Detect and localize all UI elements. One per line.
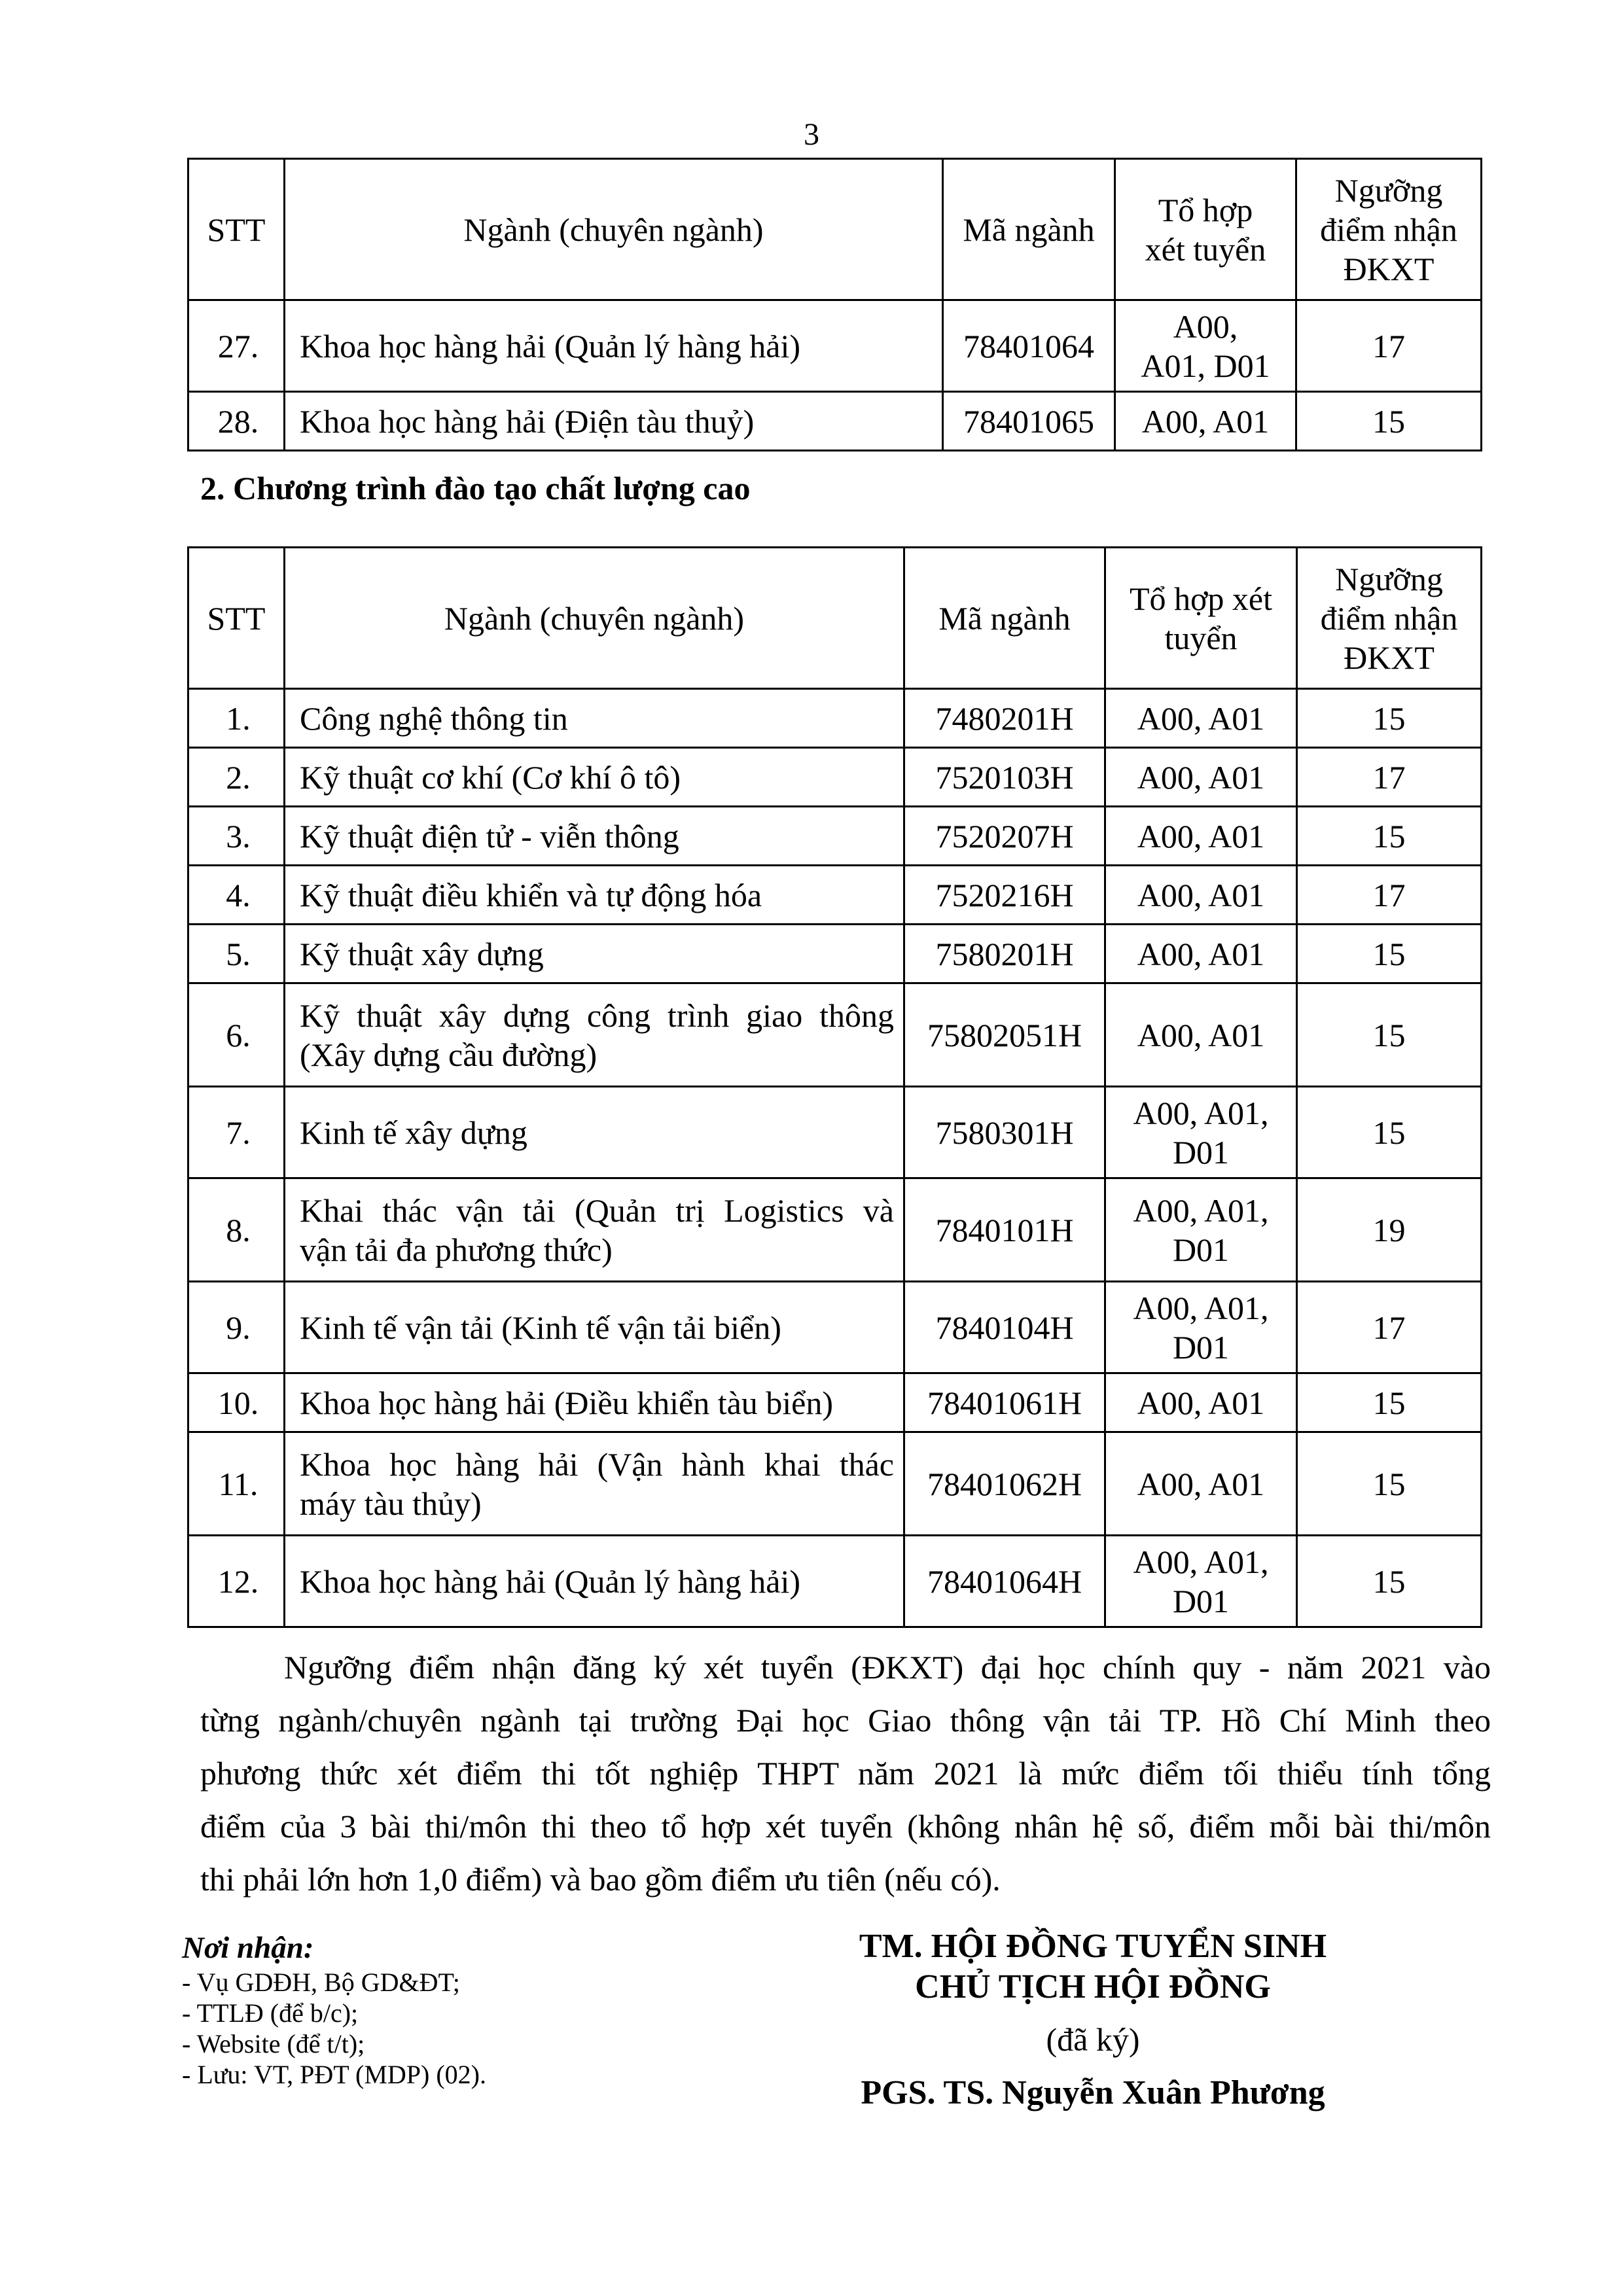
row-threshold: 15 xyxy=(1297,1373,1482,1432)
row-stt: 8. xyxy=(188,1178,285,1282)
paragraph-line: Ngưỡng điểm nhận đăng ký xét tuyển (ĐKXT) đại học chính quy - năm 2021 vào xyxy=(284,1649,1491,1686)
row-code: 7480201H xyxy=(904,689,1105,748)
table-row xyxy=(188,300,1482,392)
row-threshold: 17 xyxy=(1297,748,1482,807)
row-combination-line: D01 xyxy=(1172,1133,1230,1171)
row-stt: 9. xyxy=(188,1282,285,1373)
table-row xyxy=(188,689,1482,748)
table-row xyxy=(188,866,1482,925)
row-combination-line: A00, A01, xyxy=(1133,1543,1269,1580)
row-combination-line: A00, A01, xyxy=(1133,1192,1269,1229)
row-combination: A00, A01 xyxy=(1105,983,1297,1087)
header-combination xyxy=(1105,548,1297,689)
header-stt: STT xyxy=(188,548,285,689)
header-combination-line: Tổ hợp xét xyxy=(1129,580,1273,617)
row-major: Khoa học hàng hải (Quản lý hàng hải) xyxy=(285,300,943,392)
header-stt: STT xyxy=(188,159,285,300)
row-code: 7520207H xyxy=(904,807,1105,866)
regular-program-table-continued xyxy=(187,158,1482,451)
table-row xyxy=(188,983,1482,1087)
row-combination xyxy=(1105,1282,1297,1373)
row-code: 7580201H xyxy=(904,925,1105,983)
signer-name: PGS. TS. Nguyễn Xuân Phương xyxy=(861,2074,1325,2111)
row-stt: 12. xyxy=(188,1536,285,1627)
header-threshold xyxy=(1297,548,1482,689)
row-major: Kinh tế xây dựng xyxy=(285,1087,904,1178)
section-heading: 2. Chương trình đào tạo chất lượng cao xyxy=(200,470,751,506)
table-header-row xyxy=(188,548,1482,689)
row-combination: A00, A01 xyxy=(1115,392,1296,451)
row-code: 78401064 xyxy=(943,300,1115,392)
header-major: Ngành (chuyên ngành) xyxy=(285,159,943,300)
row-code: 78401061H xyxy=(904,1373,1105,1432)
row-threshold: 17 xyxy=(1297,866,1482,925)
row-combination xyxy=(1115,300,1296,392)
high-quality-program-table xyxy=(187,546,1482,1628)
row-stt: 10. xyxy=(188,1373,285,1432)
row-code: 7520103H xyxy=(904,748,1105,807)
table-row xyxy=(188,1373,1482,1432)
row-threshold: 15 xyxy=(1296,392,1482,451)
row-combination xyxy=(1105,1536,1297,1627)
header-threshold-line: ĐKXT xyxy=(1343,250,1435,287)
row-combination-line: A00, A01, xyxy=(1133,1289,1269,1326)
header-combination-line: Tổ hợp xyxy=(1158,191,1253,228)
row-major: Kỹ thuật cơ khí (Cơ khí ô tô) xyxy=(285,748,904,807)
table-row xyxy=(188,925,1482,983)
table-row xyxy=(188,1178,1482,1282)
recipient-item: - Website (để t/t); xyxy=(182,2029,365,2058)
row-code: 78401065 xyxy=(943,392,1115,451)
row-major: Khoa học hàng hải (Điện tàu thuỷ) xyxy=(285,392,943,451)
row-code: 75802051H xyxy=(904,983,1105,1087)
row-major-line: máy tàu thủy) xyxy=(300,1485,482,1522)
row-major xyxy=(285,1178,904,1282)
row-threshold: 15 xyxy=(1297,807,1482,866)
header-threshold-line: ĐKXT xyxy=(1344,639,1435,676)
row-threshold: 15 xyxy=(1297,689,1482,748)
table-row xyxy=(188,1432,1482,1536)
paragraph-line: từng ngành/chuyên ngành tại trường Đại học Giao thông vận tải TP. Hồ Chí Minh theo xyxy=(200,1702,1491,1739)
row-combination: A00, A01 xyxy=(1105,925,1297,983)
row-combination: A00, A01 xyxy=(1105,1373,1297,1432)
header-combination-line: xét tuyển xyxy=(1145,230,1266,268)
recipient-item: - Vụ GDĐH, Bộ GD&ĐT; xyxy=(182,1968,460,1997)
table-row xyxy=(188,1282,1482,1373)
row-threshold: 19 xyxy=(1297,1178,1482,1282)
signature-position-line: CHỦ TỊCH HỘI ĐỒNG xyxy=(915,1968,1271,2005)
table-row xyxy=(188,807,1482,866)
row-major: Kỹ thuật điều khiển và tự động hóa xyxy=(285,866,904,925)
recipient-item: - Lưu: VT, PĐT (MDP) (02). xyxy=(182,2060,486,2089)
row-stt: 1. xyxy=(188,689,285,748)
header-code: Mã ngành xyxy=(904,548,1105,689)
row-code: 7520216H xyxy=(904,866,1105,925)
row-major-line: vận tải đa phương thức) xyxy=(300,1231,613,1268)
row-threshold: 15 xyxy=(1297,1087,1482,1178)
row-code: 78401062H xyxy=(904,1432,1105,1536)
recipients-list xyxy=(182,1967,486,2090)
explanatory-paragraph xyxy=(200,1641,1491,1906)
row-major-line: Kỹ thuật xây dựng công trình giao thông xyxy=(300,997,894,1034)
row-combination: A00, A01 xyxy=(1105,866,1297,925)
row-stt: 3. xyxy=(188,807,285,866)
paragraph-line: phương thức xét điểm thi tốt nghiệp THPT năm 2021 là mức điểm tối thiểu tính tổng xyxy=(200,1755,1491,1792)
row-code: 78401064H xyxy=(904,1536,1105,1627)
row-combination-line: D01 xyxy=(1172,1328,1230,1366)
row-combination-line: A00, xyxy=(1173,308,1238,345)
row-code: 7840101H xyxy=(904,1178,1105,1282)
header-threshold-line: Ngưỡng xyxy=(1334,171,1443,209)
row-major xyxy=(285,1432,904,1536)
row-stt: 2. xyxy=(188,748,285,807)
recipients-block xyxy=(182,1929,486,2090)
row-threshold: 15 xyxy=(1297,983,1482,1087)
table-row xyxy=(188,748,1482,807)
row-combination: A00, A01 xyxy=(1105,1432,1297,1536)
row-major-line: (Xây dựng cầu đường) xyxy=(300,1036,597,1073)
row-stt: 28. xyxy=(188,392,285,451)
row-code: 7840104H xyxy=(904,1282,1105,1373)
page-number: 3 xyxy=(804,117,819,152)
header-combination xyxy=(1115,159,1296,300)
row-major-line: Khai thác vận tải (Quản trị Logistics và xyxy=(300,1192,894,1229)
row-stt: 6. xyxy=(188,983,285,1087)
row-stt: 4. xyxy=(188,866,285,925)
header-threshold-line: điểm nhận xyxy=(1320,599,1458,637)
row-major: Khoa học hàng hải (Điều khiển tàu biển) xyxy=(285,1373,904,1432)
row-major-line: Khoa học hàng hải (Vận hành khai thác xyxy=(300,1445,894,1483)
row-major: Kỹ thuật điện tử - viễn thông xyxy=(285,807,904,866)
header-threshold-line: điểm nhận xyxy=(1320,211,1457,248)
paragraph-line: điểm của 3 bài thi/môn thi theo tổ hợp xét tuyển (không nhân hệ số, điểm mỗi bài thi/môn xyxy=(200,1808,1491,1845)
paragraph-line: thi phải lớn hơn 1,0 điểm) và bao gồm điểm ưu tiên (nếu có). xyxy=(200,1861,1001,1898)
row-stt: 11. xyxy=(188,1432,285,1536)
row-stt: 7. xyxy=(188,1087,285,1178)
signature-block xyxy=(746,1926,1440,2113)
table-row xyxy=(188,1087,1482,1178)
row-combination xyxy=(1105,1178,1297,1282)
table-header-row xyxy=(188,159,1482,300)
row-combination: A00, A01 xyxy=(1105,689,1297,748)
row-combination: A00, A01 xyxy=(1105,748,1297,807)
row-combination-line: A00, A01, xyxy=(1133,1094,1269,1131)
recipients-title: Nơi nhận: xyxy=(182,1931,314,1965)
row-combination-line: A01, D01 xyxy=(1141,347,1270,384)
row-threshold: 15 xyxy=(1297,925,1482,983)
row-threshold: 15 xyxy=(1297,1536,1482,1627)
row-major: Kỹ thuật xây dựng xyxy=(285,925,904,983)
header-threshold xyxy=(1296,159,1482,300)
row-major: Công nghệ thông tin xyxy=(285,689,904,748)
row-combination xyxy=(1105,1087,1297,1178)
row-combination-line: D01 xyxy=(1172,1582,1230,1619)
row-code: 7580301H xyxy=(904,1087,1105,1178)
header-threshold-line: Ngưỡng xyxy=(1335,560,1443,597)
row-major xyxy=(285,983,904,1087)
row-threshold: 17 xyxy=(1296,300,1482,392)
row-major: Kinh tế vận tải (Kinh tế vận tải biển) xyxy=(285,1282,904,1373)
row-major: Khoa học hàng hải (Quản lý hàng hải) xyxy=(285,1536,904,1627)
row-threshold: 17 xyxy=(1297,1282,1482,1373)
row-combination: A00, A01 xyxy=(1105,807,1297,866)
signed-note: (đã ký) xyxy=(1046,2021,1140,2058)
header-combination-line: tuyển xyxy=(1164,619,1238,656)
table-row xyxy=(188,1536,1482,1627)
header-code: Mã ngành xyxy=(943,159,1115,300)
signature-org-line: TM. HỘI ĐỒNG TUYỂN SINH xyxy=(859,1928,1327,1965)
header-major: Ngành (chuyên ngành) xyxy=(285,548,904,689)
row-stt: 5. xyxy=(188,925,285,983)
table-row xyxy=(188,392,1482,451)
row-threshold: 15 xyxy=(1297,1432,1482,1536)
table-body xyxy=(188,689,1482,1627)
row-combination-line: D01 xyxy=(1172,1231,1230,1268)
row-stt: 27. xyxy=(188,300,285,392)
recipient-item: - TTLĐ (để b/c); xyxy=(182,1998,359,2028)
